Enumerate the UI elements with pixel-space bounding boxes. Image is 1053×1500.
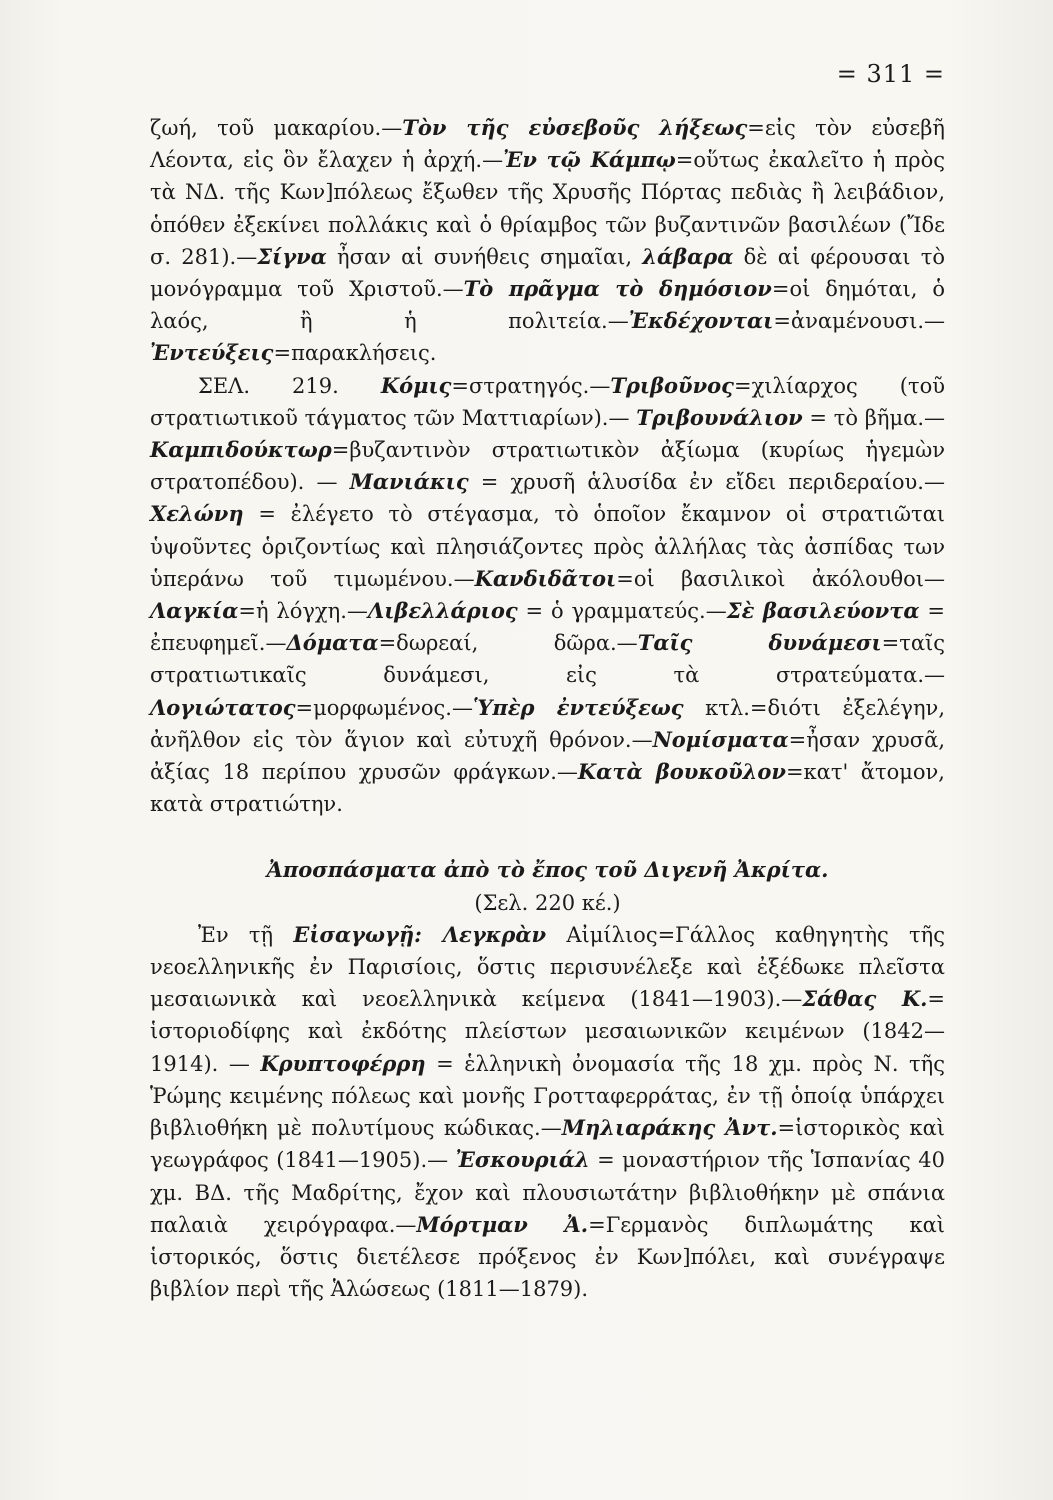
glossary-term: Σάθας Κ.: [802, 986, 928, 1012]
glossary-term: Μανιάκις: [349, 469, 469, 495]
glossary-text: =ἦσαν χρυσᾶ, ἀξίας 18 περίπου χρυσῶν φράγκων.—: [150, 727, 945, 785]
glossary-text: =κατ' ἄτομον, κατὰ στρατιώτην.: [150, 760, 945, 817]
section-title: Ἀποσπάσματα ἀπὸ τὸ ἔπος τοῦ Διγενῆ Ἀκρίτα.: [266, 857, 829, 883]
glossary-text: ΣΕΛ. 219.: [198, 373, 381, 398]
glossary-term: Λιβελλάριος: [367, 598, 518, 624]
glossary-term: Νομίσματα: [652, 726, 789, 752]
glossary-text: =ταῖς στρατιωτικαῖς δυνάμεσι, εἰς τὰ στρατεύματα.—: [150, 631, 945, 688]
glossary-term: Τὸν τῆς εὐσεβοῦς λήξεως: [402, 115, 748, 140]
glossary-term: Κρυπτοφέρρη: [260, 1050, 426, 1076]
page-number: = 311 =: [836, 60, 945, 88]
glossary-text: =ἀναμένουσι.—: [773, 309, 945, 334]
glossary-text: Αἰμίλιος=Γάλλος καθηγητὴς τῆς νεοελληνικῆς ἐν Παρισίοις, ὅστις περισυνέλεξε καὶ ἐξέδωκε πλεῖστα μεσαιωνικὰ καὶ νεοελληνικὰ κείμενα (1841—1903).—: [150, 922, 945, 1012]
glossary-text: δὲ αἱ φέρουσαι τὸ μονόγραμμα τοῦ Χριστοῦ.—: [150, 244, 945, 302]
glossary-term: Τριβοῦνος: [610, 372, 734, 398]
paragraph-2: [150, 370, 945, 821]
glossary-term: Κόμις: [380, 372, 452, 398]
glossary-term: Ἐντεύξεις: [150, 340, 274, 366]
glossary-term: Τριβουνάλιον: [636, 404, 803, 430]
glossary-text: κτλ.=διότι ἐξελέγην, ἀνῆλθον εἰς τὸν ἅγιον καὶ εὐτυχῆ θρόνον.—: [150, 695, 946, 752]
glossary-text: = ἱστοριοδίφης καὶ ἐκδότης πλείστων μεσαιωνικῶν κειμένων (1842—1914). —: [150, 987, 945, 1076]
glossary-text: =οἱ δημόται, ὁ λαός, ἢ ἡ πολιτεία.—: [150, 277, 945, 334]
glossary-text: = τὸ βῆμα.—: [802, 405, 945, 430]
glossary-term: Λογιώτατος: [150, 694, 296, 720]
section-subtitle: (Σελ. 220 κέ.): [474, 890, 621, 915]
glossary-term: Λαγκία: [150, 598, 239, 624]
glossary-term: Ἐκδέχονται: [628, 308, 774, 334]
glossary-text: = μοναστήριον τῆς Ἱσπανίας 40 χμ. ΒΔ. τῆς Μαδρίτης, ἔχον καὶ πλουσιωτάτην βιβλιοθήκην μὲ σπάνια παλαιὰ χειρόγραφα.—: [150, 1148, 945, 1237]
glossary-term: Ὑπὲρ ἐντεύξεως: [472, 694, 684, 720]
glossary-text: =στρατηγός.—: [451, 373, 611, 398]
glossary-text: =μορφωμένος.—: [295, 695, 473, 720]
glossary-text: =δωρεαί, δῶρα.—: [378, 631, 638, 656]
glossary-term: Καμπιδούκτωρ: [150, 437, 332, 463]
glossary-text: =παρακλήσεις.: [273, 341, 437, 366]
glossary-term: Ταῖς δυνάμεσι: [637, 630, 882, 656]
glossary-text: = ἑλληνικὴ ὀνομασία τῆς 18 χμ. πρὸς Ν. τῆς Ῥώμης κειμένης πόλεως καὶ μονῆς Γροτταφερράτας, ἐν τῇ ὁποίᾳ ὑπάρχει βιβλιοθήκη μὲ πολυτίμους κώδικας.—: [150, 1051, 945, 1141]
section-paragraph: [150, 919, 945, 1305]
glossary-text: =βυζαντινὸν στρατιωτικὸν ἀξίωμα (κυρίως ἡγεμὼν στρατοπέδου). —: [150, 438, 945, 495]
paragraph-1: [150, 112, 945, 370]
glossary-term: Μόρτμαν Ἀ.: [416, 1211, 589, 1237]
glossary-term: λάβαρα: [642, 243, 734, 269]
glossary-text: =χιλίαρχος (τοῦ στρατιωτικοῦ τάγματος τῶν Ματτιαρίων).—: [150, 373, 945, 430]
glossary-text: =ἡ λόγχη.—: [238, 599, 368, 624]
glossary-text: Ἐν τῇ: [198, 922, 294, 947]
glossary-text: ἦσαν αἱ συνήθεις σημαῖαι,: [326, 244, 643, 269]
glossary-term: Κανδιδᾶτοι: [474, 565, 617, 591]
glossary-text: = χρυσῆ ἁλυσίδα ἐν εἴδει περιδεραίου.—: [468, 470, 945, 495]
glossary-text: = ἐλέγετο τὸ στέγασμα, τὸ ὁποῖον ἔκαμνον οἱ στρατιῶται ὑψοῦντες ὁριζοντίως καὶ πλησιάζοντες πρὸς ἀλλήλας τὰς ἀσπίδας των ὑπεράνω τοῦ τιμωμένου.—: [150, 502, 945, 591]
glossary-text: =οἱ βασιλικοὶ ἀκόλουθοι—: [616, 566, 946, 591]
glossary-term: Ἐσκουριάλ: [455, 1147, 590, 1173]
glossary-text: = ὁ γραμματεύς.—: [517, 599, 727, 624]
glossary-term: Μηλιαράκης Ἀντ.: [561, 1115, 778, 1141]
glossary-term: Ἐν τῷ Κάμπῳ: [503, 147, 676, 173]
glossary-paragraphs: [150, 112, 945, 820]
glossary-term: Κατὰ βουκοῦλον: [577, 759, 786, 785]
paragraph-introduction: [150, 919, 945, 1305]
glossary-text: =εἰς τὸν εὐσεβῆ Λέοντα, εἰς ὃν ἔλαχεν ἡ ἀρχή.—: [150, 116, 945, 173]
glossary-text: =Γερμανὸς διπλωμάτης καὶ ἱστορικός, ὅστις διετέλεσε πρόξενος ἐν Κων]πόλει, καὶ συνέγραψε βιβλίον περὶ τῆς Ἁλώσεως (1811—1879).: [150, 1212, 945, 1302]
glossary-term: Σίγνα: [257, 243, 327, 269]
glossary-term: Σὲ βασιλεύοντα: [726, 598, 920, 624]
glossary-text: =οὕτως ἐκαλεῖτο ἡ πρὸς τὰ ΝΔ. τῆς Κων]πόλεως ἔξωθεν τῆς Χρυσῆς Πόρτας πεδιὰς ἢ λειβάδιον, ὁπόθεν ἐξεκίνει πολλάκις καὶ ὁ θρίαμβος τῶν βυζαντινῶν βασιλέων (Ἴδε σ. 281).—: [150, 148, 945, 269]
glossary-text: = ἐπευφημεῖ.—: [150, 599, 945, 656]
page-body: [150, 112, 945, 1305]
glossary-term: Τὸ πρᾶγμα τὸ δημόσιον: [463, 276, 772, 302]
glossary-text: =ἱστορικὸς καὶ γεωγράφος (1841—1905).—: [150, 1116, 945, 1173]
glossary-term: Δόματα: [286, 630, 379, 656]
glossary-term: Χελώνη: [150, 501, 244, 527]
glossary-text: ζωή, τοῦ μακαρίου.—: [150, 116, 403, 140]
glossary-term: Εἰσαγωγῇ: Λεγκρὰν: [293, 921, 547, 947]
